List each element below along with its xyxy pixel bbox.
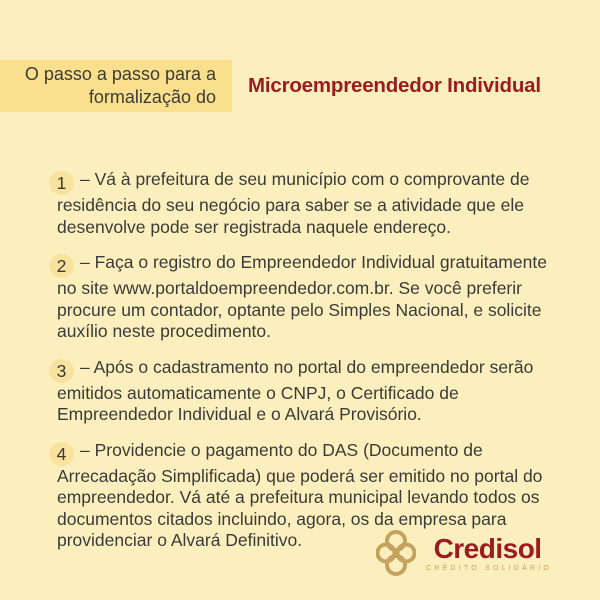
page-title: Microempreendedor Individual (248, 74, 541, 97)
step-number-badge: 1 (49, 171, 74, 195)
step-number-badge: 3 (49, 359, 74, 383)
step-text: – Faça o registro do Empreendedor Individual gratuitamente no site www.portaldoempreendedor.com.br. Se você preferir procure um contador, optante pelo Simples Nacional, e solicite auxílio neste procedimento. (57, 252, 547, 341)
step-number-badge: 4 (49, 442, 74, 466)
steps-list (57, 169, 569, 566)
step-item-2 (57, 252, 569, 343)
logo-tagline: CRÉDITO SOLIDÁRIO (426, 564, 552, 572)
quatrefoil-flower-icon (376, 530, 416, 576)
step-item-3 (57, 357, 569, 426)
header-intro-line2: formalização do (88, 87, 216, 107)
logo-wordmark: Credisol (433, 532, 542, 564)
step-item-1 (57, 169, 569, 238)
credisol-logo (376, 530, 552, 576)
step-number-badge: 2 (49, 254, 74, 278)
step-text: – Após o cadastramento no portal do empreendedor serão emitidos automaticamente o CNPJ, o Certificado de Empreendedor Individual e o Alvará Provisório. (57, 356, 534, 424)
step-text: – Vá à prefeitura de seu município com o comprovante de residência do seu negócio para saber se a atividade que ele desenvolve pode ser registrada naquele endereço. (57, 169, 530, 237)
header-intro-line1: O passo a passo para a (24, 64, 216, 84)
header-intro-band (0, 60, 232, 112)
step-text: – Providencie o pagamento do DAS (Documento de Arrecadação Simplificada) que poderá ser emitido no portal do empreendedor. Vá até a prefeitura municipal levando todos os documentos citados incluindo, agora, os da empresa para providenciar o Alvará Definitivo. (57, 439, 543, 550)
logo-text-block (423, 532, 552, 572)
